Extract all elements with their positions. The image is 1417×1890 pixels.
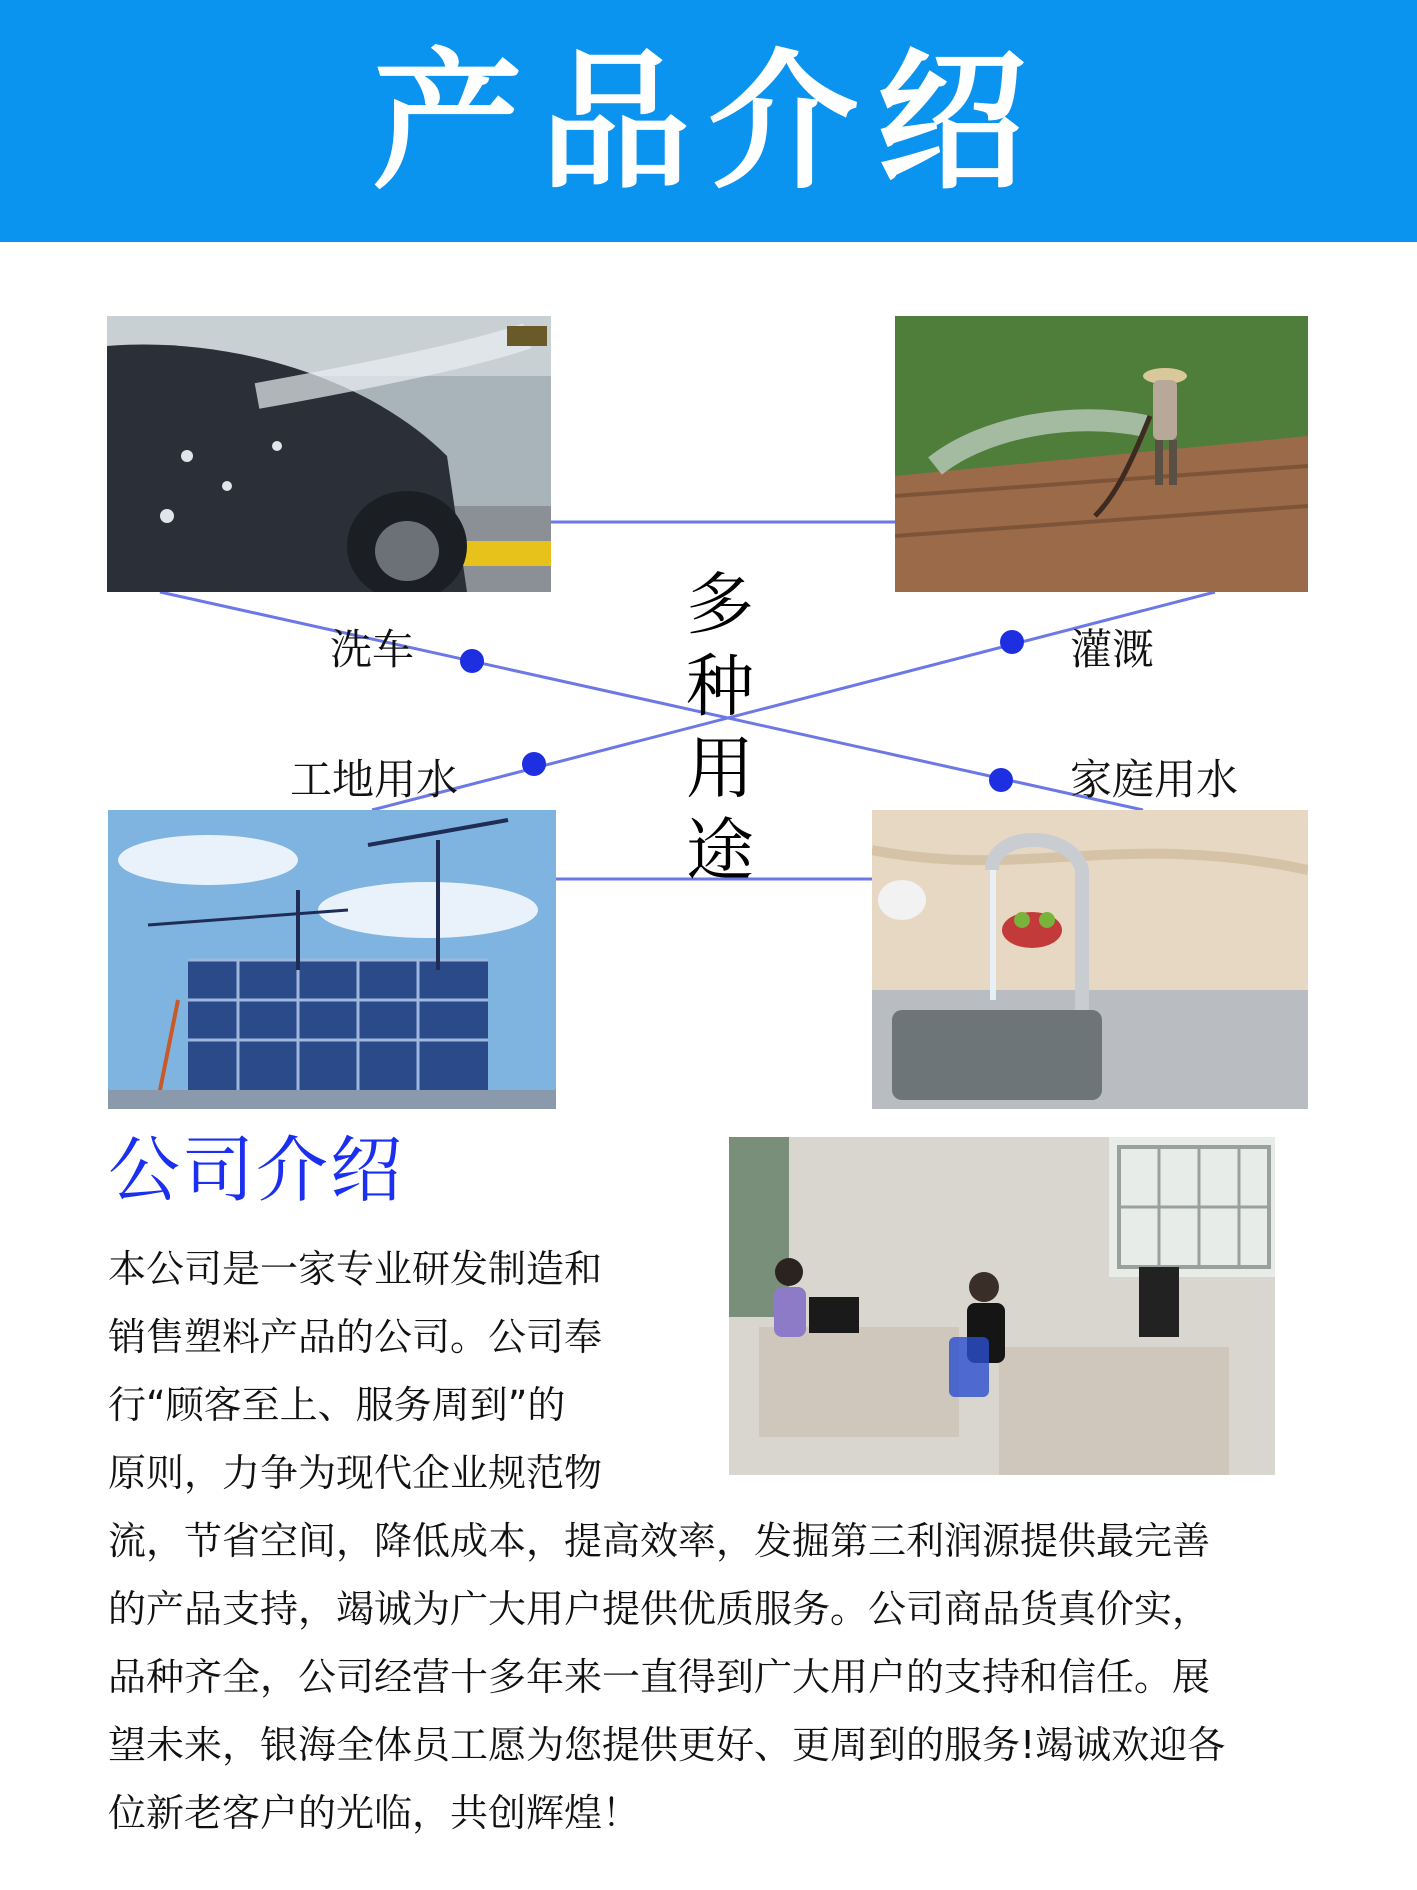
label-household-water: 家庭用水 [1070, 755, 1239, 804]
intro-line: 的产品支持，竭诚为广大用户提供优质服务。公司商品货真价实， [108, 1587, 1211, 1631]
center-title-char: 种 [685, 648, 754, 727]
center-title-char: 途 [685, 812, 754, 891]
irrigation-photo [895, 316, 1308, 592]
page-title: 产品介绍 [372, 36, 1045, 210]
intro-line: 品种齐全，公司经营十多年来一直得到广大用户的支持和信任。展 [108, 1655, 1211, 1699]
intro-line: 原则，力争为现代企业规范物 [108, 1451, 603, 1495]
dot-car-wash [460, 649, 484, 673]
center-title-char: 多 [685, 566, 754, 645]
company-intro-paragraph-wide [108, 1507, 1338, 1847]
dot-construction [522, 752, 546, 776]
company-section-title: 公司介绍 [108, 1128, 405, 1212]
label-irrigation: 灌溉 [1070, 625, 1155, 674]
center-title-multiple-uses [680, 565, 760, 893]
intro-line: 流，节省空间，降低成本，提高效率，发掘第三利润源提供最完善 [108, 1519, 1211, 1563]
label-car-wash: 洗车 [330, 625, 415, 674]
intro-line: 位新老客户的光临，共创辉煌！ [108, 1791, 641, 1835]
label-construction-water: 工地用水 [290, 755, 459, 804]
intro-line: 望未来，银海全体员工愿为您提供更好、更周到的服务!竭诚欢迎各 [108, 1723, 1226, 1767]
intro-line: 销售塑料产品的公司。公司奉 [108, 1315, 603, 1359]
center-title-char: 用 [685, 730, 754, 809]
car-wash-photo [107, 316, 551, 592]
intro-line: 行“顾客至上、服务周到”的 [108, 1383, 566, 1427]
office-photo [729, 1137, 1275, 1475]
dot-household [989, 768, 1013, 792]
dot-irrigation [1000, 630, 1024, 654]
company-intro-paragraph-narrow [108, 1235, 663, 1507]
intro-line: 本公司是一家专业研发制造和 [108, 1247, 603, 1291]
construction-photo [108, 810, 556, 1109]
kitchen-faucet-photo [872, 810, 1308, 1109]
